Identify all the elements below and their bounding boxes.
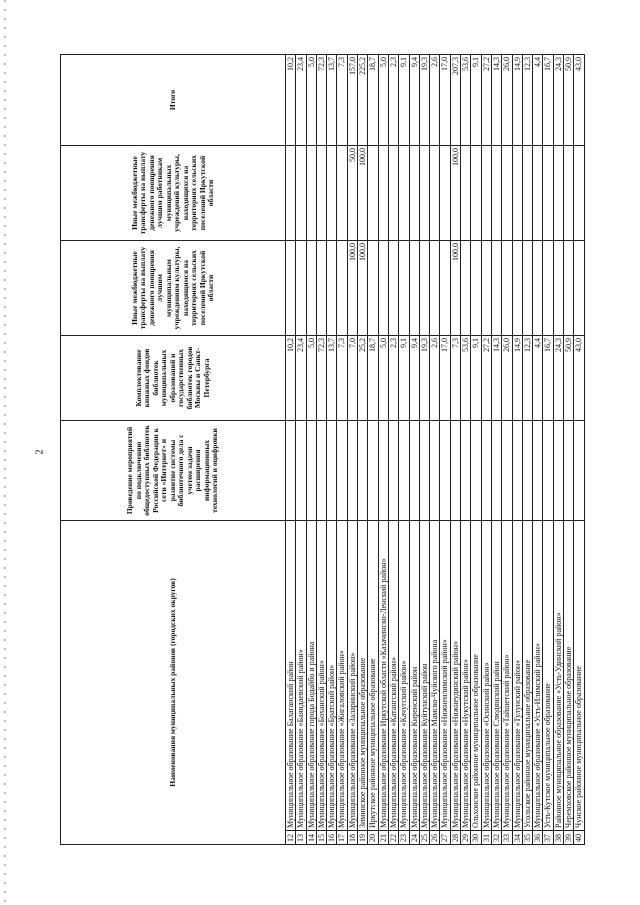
row-name: Зиминское районное муниципальное образование [358, 520, 368, 830]
row-number: 38 [553, 831, 563, 845]
row-number: 25 [419, 831, 429, 845]
cell-col5: 2,6 [430, 54, 440, 145]
cell-col2: 13,7 [327, 335, 337, 420]
row-number: 16 [327, 831, 337, 845]
row-number: 28 [450, 831, 460, 845]
cell-col5: 43,0 [574, 54, 584, 145]
row-name: Муниципальное образование «Жигаловский район» [337, 520, 347, 830]
cell-col1 [512, 420, 522, 520]
page-number: 2 [34, 449, 46, 455]
table-row [286, 54, 296, 844]
cell-col5: 225,2 [358, 54, 368, 145]
rotated-table-container [60, 55, 584, 845]
row-name: Усольское районное муниципальное образование [522, 520, 532, 830]
header-col3: Иные межбюджетные трансферты на выплату денежного поощрения лучшим муниципальным учреждениям культуры, находящимся на территориях сельских поселений Иркутской области [61, 240, 286, 335]
row-number: 32 [491, 831, 501, 845]
table-row [399, 54, 409, 844]
cell-col1 [450, 420, 460, 520]
cell-col4 [409, 145, 419, 240]
cell-col5: 9,1 [399, 54, 409, 145]
cell-col2: 7,3 [450, 335, 460, 420]
table-row [337, 54, 347, 844]
table-row [574, 54, 584, 844]
row-number: 39 [564, 831, 574, 845]
table-row [306, 54, 316, 844]
cell-col1 [347, 420, 357, 520]
header-row [61, 54, 286, 844]
table-row [378, 54, 388, 844]
cell-col5: 26,0 [502, 54, 512, 145]
cell-col1 [327, 420, 337, 520]
cell-col4 [286, 145, 296, 240]
cell-col3 [512, 240, 522, 335]
cell-col3: 100,0 [450, 240, 460, 335]
cell-col1 [388, 420, 398, 520]
row-name: Муниципальное образование «Заларинский район» [347, 520, 357, 830]
row-name: Муниципальное образование Куйтунский район [419, 520, 429, 830]
cell-col1 [533, 420, 543, 520]
row-number: 40 [574, 831, 584, 845]
cell-col3 [553, 240, 563, 335]
row-name: Черемховское районное муниципальное образование [564, 520, 574, 830]
cell-col4 [512, 145, 522, 240]
row-number: 13 [296, 831, 306, 845]
cell-col2: 17,0 [440, 335, 450, 420]
cell-col5: 27,2 [481, 54, 491, 145]
cell-col3 [368, 240, 378, 335]
row-number: 27 [440, 831, 450, 845]
cell-col3 [388, 240, 398, 335]
row-name: Муниципальное образование Мамско-Чуйского района [430, 520, 440, 830]
cell-col3 [419, 240, 429, 335]
table-row [491, 54, 501, 844]
cell-col1 [502, 420, 512, 520]
cell-col4 [368, 145, 378, 240]
table-row [522, 54, 532, 844]
cell-col3 [543, 240, 553, 335]
cell-col4 [502, 145, 512, 240]
cell-col4: 50,0 [347, 145, 357, 240]
cell-col5: 4,4 [533, 54, 543, 145]
cell-col4 [553, 145, 563, 240]
cell-col1 [564, 420, 574, 520]
cell-col5: 19,3 [419, 54, 429, 145]
cell-col5: 9,4 [409, 54, 419, 145]
cell-col4 [440, 145, 450, 240]
cell-col3 [327, 240, 337, 335]
row-name: Муниципальное образование Балаганский район [286, 520, 296, 830]
cell-col5: 2,3 [388, 54, 398, 145]
cell-col3 [471, 240, 481, 335]
row-number: 23 [399, 831, 409, 845]
row-number: 19 [358, 831, 368, 845]
cell-col3 [522, 240, 532, 335]
row-number: 33 [502, 831, 512, 845]
cell-col1 [481, 420, 491, 520]
cell-col2: 24,3 [553, 335, 563, 420]
cell-col4 [296, 145, 306, 240]
budget-table [60, 54, 585, 845]
cell-col1 [471, 420, 481, 520]
row-name: Усть-Кутское муниципальное образование [543, 520, 553, 830]
cell-col3 [502, 240, 512, 335]
cell-col2: 16,7 [543, 335, 553, 420]
cell-col4 [491, 145, 501, 240]
cell-col3 [564, 240, 574, 335]
table-row [358, 54, 368, 844]
cell-col2: 7,0 [347, 335, 357, 420]
table-row [533, 54, 543, 844]
cell-col5: 207,3 [450, 54, 460, 145]
cell-col1 [553, 420, 563, 520]
row-number: 18 [347, 831, 357, 845]
row-number: 36 [533, 831, 543, 845]
cell-col5: 14,9 [512, 54, 522, 145]
cell-col2: 53,6 [461, 335, 471, 420]
cell-col3 [440, 240, 450, 335]
cell-col1 [306, 420, 316, 520]
cell-col4 [399, 145, 409, 240]
cell-col2: 26,0 [502, 335, 512, 420]
cell-col1 [316, 420, 326, 520]
row-name: Муниципальное образование «Усть-Илимский район» [533, 520, 543, 830]
cell-col2: 72,3 [316, 335, 326, 420]
table-row [543, 54, 553, 844]
cell-col2: 2,3 [388, 335, 398, 420]
cell-col2: 14,3 [491, 335, 501, 420]
row-name: Чунское районное муниципальное образование [574, 520, 584, 830]
cell-col2: 5,0 [306, 335, 316, 420]
cell-col2: 23,4 [296, 335, 306, 420]
cell-col3 [409, 240, 419, 335]
cell-col5: 23,4 [296, 54, 306, 145]
cell-col1 [378, 420, 388, 520]
cell-col5: 24,3 [553, 54, 563, 145]
cell-col3 [378, 240, 388, 335]
cell-col3 [574, 240, 584, 335]
cell-col2: 19,3 [419, 335, 429, 420]
table-body [286, 54, 585, 844]
cell-col2: 12,3 [522, 335, 532, 420]
row-name: Муниципальное образование «Качугский район» [399, 520, 409, 830]
cell-col1 [543, 420, 553, 520]
cell-col2: 9,1 [399, 335, 409, 420]
cell-col3 [491, 240, 501, 335]
cell-col1 [296, 420, 306, 520]
row-name: Муниципальное образование «Тайшетский район» [502, 520, 512, 830]
table-row [419, 54, 429, 844]
cell-col1 [419, 420, 429, 520]
cell-col4 [574, 145, 584, 240]
cell-col5: 157,0 [347, 54, 357, 145]
row-number: 31 [481, 831, 491, 845]
cell-col4 [306, 145, 316, 240]
cell-col2: 25,2 [358, 335, 368, 420]
row-name: Муниципальное образование «Катангский район» [388, 520, 398, 830]
cell-col3 [337, 240, 347, 335]
cell-col4 [471, 145, 481, 240]
cell-col3 [481, 240, 491, 335]
row-name: Муниципальное образование города Бодайбо и района [306, 520, 316, 830]
cell-col3 [316, 240, 326, 335]
row-number: 12 [286, 831, 296, 845]
row-name: Муниципальное образование Иркутской области «Казачинско-Ленский район» [378, 520, 388, 830]
cell-col4 [388, 145, 398, 240]
row-number: 15 [316, 831, 326, 845]
cell-col4 [430, 145, 440, 240]
cell-col5: 9,1 [471, 54, 481, 145]
row-number: 29 [461, 831, 471, 845]
table-row [461, 54, 471, 844]
row-number: 22 [388, 831, 398, 845]
table-row [327, 54, 337, 844]
cell-col1 [430, 420, 440, 520]
cell-col4 [327, 145, 337, 240]
cell-col4 [543, 145, 553, 240]
cell-col3 [296, 240, 306, 335]
table-row [316, 54, 326, 844]
cell-col4 [378, 145, 388, 240]
table-row [471, 54, 481, 844]
row-number: 20 [368, 831, 378, 845]
cell-col4 [522, 145, 532, 240]
cell-col5: 5,0 [378, 54, 388, 145]
table-row [450, 54, 460, 844]
cell-col4 [337, 145, 347, 240]
row-name: Муниципальное образование «Нижнеилимский район» [440, 520, 450, 830]
header-col5: Итого [61, 54, 286, 145]
cell-col5: 14,3 [491, 54, 501, 145]
table-row [368, 54, 378, 844]
row-name: Муниципальное образование «Тулунский район» [512, 520, 522, 830]
header-col2: Комплектование книжных фондов библиотек муниципальных образований и государственных библиотек городов Москвы и Санкт-Петербурга [61, 335, 286, 420]
cell-col2: 14,9 [512, 335, 522, 420]
row-name: Муниципальное образование Киренский район [409, 520, 419, 830]
table-row [409, 54, 419, 844]
cell-col4 [461, 145, 471, 240]
row-name: Муниципальное образование «Боханский район» [316, 520, 326, 830]
cell-col5: 50,9 [564, 54, 574, 145]
cell-col1 [409, 420, 419, 520]
cell-col1 [368, 420, 378, 520]
cell-col1 [491, 420, 501, 520]
cell-col5: 72,3 [316, 54, 326, 145]
cell-col3: 100,0 [358, 240, 368, 335]
row-name: Муниципальное образование Слюдянский район [491, 520, 501, 830]
row-number: 26 [430, 831, 440, 845]
cell-col2: 43,0 [574, 335, 584, 420]
cell-col4 [533, 145, 543, 240]
row-name: Муниципальное образование «Братский район» [327, 520, 337, 830]
cell-col2: 9,4 [409, 335, 419, 420]
row-number: 14 [306, 831, 316, 845]
cell-col5: 7,3 [337, 54, 347, 145]
table-row [512, 54, 522, 844]
table-row [388, 54, 398, 844]
table-row [296, 54, 306, 844]
table-row [347, 54, 357, 844]
cell-col5: 12,3 [522, 54, 532, 145]
cell-col5: 16,7 [543, 54, 553, 145]
table-row [553, 54, 563, 844]
row-name: Муниципальное образование «Баяндаевский район» [296, 520, 306, 830]
row-number: 17 [337, 831, 347, 845]
header-col4: Иные межбюджетные трансферты на выплату денежного поощрения лучшим работникам муниципальных учреждений культуры, находящихся на территориях сельских поселений Иркутской области [61, 145, 286, 240]
cell-col1 [461, 420, 471, 520]
cell-col2: 7,3 [337, 335, 347, 420]
cell-col5: 5,0 [306, 54, 316, 145]
cell-col3 [461, 240, 471, 335]
cell-col3 [306, 240, 316, 335]
cell-col2: 9,1 [471, 335, 481, 420]
table-row [430, 54, 440, 844]
cell-col4: 100,0 [358, 145, 368, 240]
row-number: 21 [378, 831, 388, 845]
cell-col3 [533, 240, 543, 335]
cell-col2: 2,6 [430, 335, 440, 420]
row-name: Районное муниципальное образование «Усть-Удинский район» [553, 520, 563, 830]
header-name: Наименования муниципальных районов (городских округов) [61, 520, 286, 844]
cell-col2: 50,9 [564, 335, 574, 420]
row-name: Муниципальное образование «Осинский район» [481, 520, 491, 830]
cell-col4 [316, 145, 326, 240]
cell-col4 [419, 145, 429, 240]
table-row [481, 54, 491, 844]
row-name: Муниципальное образование «Нукутский район» [461, 520, 471, 830]
cell-col2: 27,2 [481, 335, 491, 420]
cell-col1 [399, 420, 409, 520]
cell-col5: 18,7 [368, 54, 378, 145]
cell-col1 [358, 420, 368, 520]
table-row [564, 54, 574, 844]
cell-col3 [286, 240, 296, 335]
cell-col1 [574, 420, 584, 520]
cell-col2: 18,7 [368, 335, 378, 420]
cell-col5: 17,0 [440, 54, 450, 145]
row-name: Ольхонское районное муниципальное образование [471, 520, 481, 830]
cell-col2: 10,2 [286, 335, 296, 420]
row-name: Муниципальное образование «Нижнеудинский район» [450, 520, 460, 830]
cell-col4 [481, 145, 491, 240]
cell-col5: 53,6 [461, 54, 471, 145]
table-row [502, 54, 512, 844]
cell-col5: 10,2 [286, 54, 296, 145]
cell-col3 [430, 240, 440, 335]
row-number: 30 [471, 831, 481, 845]
table-row [440, 54, 450, 844]
cell-col4 [564, 145, 574, 240]
cell-col2: 5,0 [378, 335, 388, 420]
row-name: Иркутское районное муниципальное образование [368, 520, 378, 830]
cell-col2: 4,4 [533, 335, 543, 420]
cell-col1 [337, 420, 347, 520]
cell-col4: 100,0 [450, 145, 460, 240]
cell-col3 [399, 240, 409, 335]
cell-col1 [286, 420, 296, 520]
cell-col5: 13,7 [327, 54, 337, 145]
row-number: 35 [522, 831, 532, 845]
row-number: 34 [512, 831, 522, 845]
scan-edge-dots [4, 0, 6, 905]
cell-col1 [440, 420, 450, 520]
cell-col1 [522, 420, 532, 520]
header-col1: Проведение мероприятий по подключению общедоступных библиотек Российской Федерации к сети «Интернет» и развитие системы библиотечного дела с учетом задачи расширения информационных технологий и оцифровки [61, 420, 286, 520]
row-number: 37 [543, 831, 553, 845]
row-number: 24 [409, 831, 419, 845]
cell-col3: 100,0 [347, 240, 357, 335]
